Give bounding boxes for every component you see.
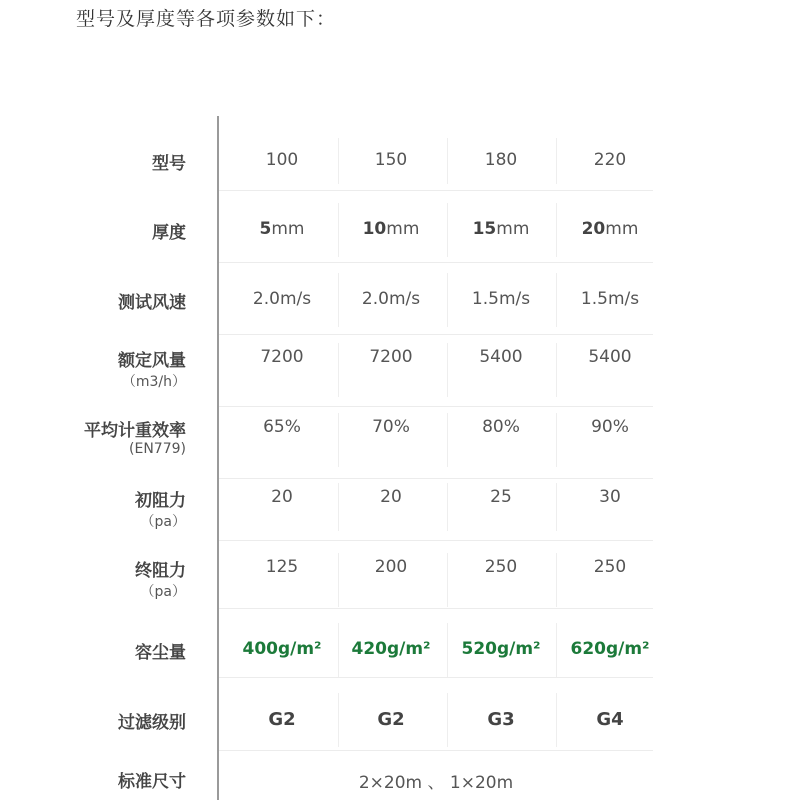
row-label-model: 型号 — [152, 154, 186, 174]
column-divider — [338, 623, 339, 677]
cell-rated-airflow-3: 5400 — [479, 347, 523, 367]
thickness-number: 15 — [472, 219, 497, 239]
cell-thickness-3 — [447, 219, 555, 239]
cell-rated-airflow-1: 7200 — [260, 347, 304, 367]
cell-test-velocity-2: 2.0m/s — [361, 289, 421, 309]
cell-initial-resistance-1: 20 — [271, 487, 293, 507]
column-divider — [447, 138, 448, 184]
column-divider — [447, 693, 448, 747]
cell-final-resistance-1: 125 — [265, 557, 299, 577]
thickness-unit: mm — [605, 219, 639, 239]
row-divider — [219, 334, 653, 335]
cell-thickness-2 — [337, 219, 445, 239]
cell-initial-resistance-2: 20 — [380, 487, 402, 507]
cell-avg-efficiency-1: 65% — [263, 417, 301, 437]
thickness-number: 20 — [581, 219, 606, 239]
cell-avg-efficiency-2: 70% — [372, 417, 410, 437]
cell-model-1: 100 — [265, 150, 299, 170]
thickness-number: 10 — [362, 219, 387, 239]
cell-final-resistance-2: 200 — [374, 557, 408, 577]
row-divider — [219, 750, 653, 751]
row-divider — [219, 262, 653, 263]
column-divider — [556, 273, 557, 327]
column-divider — [447, 343, 448, 397]
thickness-unit: mm — [496, 219, 530, 239]
cell-filter-grade-1: G2 — [268, 709, 296, 730]
cell-test-velocity-4: 1.5m/s — [580, 289, 640, 309]
column-divider — [556, 138, 557, 184]
cell-dust-capacity-2: 420g/m² — [351, 639, 431, 659]
column-divider — [338, 483, 339, 531]
row-sublabel-final-resistance: （pa） — [140, 584, 186, 600]
thickness-unit: mm — [386, 219, 420, 239]
thickness-unit: mm — [271, 219, 305, 239]
column-divider — [447, 273, 448, 327]
cell-dust-capacity-4: 620g/m² — [570, 639, 650, 659]
row-divider — [219, 190, 653, 191]
column-divider — [556, 203, 557, 257]
row-divider — [219, 608, 653, 609]
row-sublabel-initial-resistance: （pa） — [140, 514, 186, 530]
row-label-initial-resistance: 初阻力 — [135, 491, 186, 511]
column-divider — [447, 623, 448, 677]
column-divider — [338, 413, 339, 467]
column-divider — [556, 553, 557, 607]
standard-size-value: 2×20m 、 1×20m — [358, 773, 514, 793]
row-label-thickness: 厚度 — [152, 223, 186, 243]
row-divider — [219, 478, 653, 479]
cell-rated-airflow-4: 5400 — [588, 347, 632, 367]
row-label-final-resistance: 终阻力 — [135, 561, 186, 581]
column-divider — [556, 623, 557, 677]
column-divider — [556, 413, 557, 467]
column-divider — [338, 203, 339, 257]
row-divider — [219, 540, 653, 541]
cell-model-2: 150 — [374, 150, 408, 170]
intro-text: 型号及厚度等各项参数如下： — [76, 8, 337, 30]
column-divider — [338, 343, 339, 397]
column-divider — [338, 693, 339, 747]
cell-thickness-1 — [228, 219, 336, 239]
column-divider — [447, 203, 448, 257]
cell-initial-resistance-3: 25 — [490, 487, 512, 507]
cell-thickness-4 — [556, 219, 664, 239]
cell-filter-grade-2: G2 — [377, 709, 405, 730]
cell-avg-efficiency-3: 80% — [482, 417, 520, 437]
column-divider — [556, 693, 557, 747]
column-divider — [338, 138, 339, 184]
cell-model-4: 220 — [593, 150, 627, 170]
row-label-rated-airflow: 额定风量 — [118, 351, 186, 371]
column-divider — [338, 273, 339, 327]
column-divider — [556, 483, 557, 531]
column-divider — [447, 413, 448, 467]
cell-test-velocity-3: 1.5m/s — [471, 289, 531, 309]
row-sublabel-avg-efficiency: (EN779) — [129, 441, 186, 457]
cell-final-resistance-3: 250 — [484, 557, 518, 577]
thickness-number: 5 — [259, 219, 272, 239]
row-label-filter-grade: 过滤级别 — [118, 713, 186, 733]
column-divider — [338, 553, 339, 607]
vertical-divider — [217, 116, 219, 800]
cell-rated-airflow-2: 7200 — [369, 347, 413, 367]
cell-dust-capacity-3: 520g/m² — [461, 639, 541, 659]
cell-test-velocity-1: 2.0m/s — [252, 289, 312, 309]
row-sublabel-rated-airflow: （m3/h） — [121, 374, 186, 390]
row-label-test-velocity: 测试风速 — [118, 293, 186, 313]
column-divider — [447, 483, 448, 531]
column-divider — [556, 343, 557, 397]
cell-final-resistance-4: 250 — [593, 557, 627, 577]
cell-filter-grade-3: G3 — [487, 709, 515, 730]
cell-initial-resistance-4: 30 — [599, 487, 621, 507]
column-divider — [447, 553, 448, 607]
cell-avg-efficiency-4: 90% — [591, 417, 629, 437]
cell-filter-grade-4: G4 — [596, 709, 624, 730]
cell-dust-capacity-1: 400g/m² — [242, 639, 322, 659]
row-divider — [219, 406, 653, 407]
row-label-dust-capacity: 容尘量 — [135, 643, 186, 663]
row-label-avg-efficiency: 平均计重效率 — [84, 421, 186, 441]
row-divider — [219, 677, 653, 678]
cell-model-3: 180 — [484, 150, 518, 170]
row-label-standard-size: 标准尺寸 — [118, 772, 186, 792]
